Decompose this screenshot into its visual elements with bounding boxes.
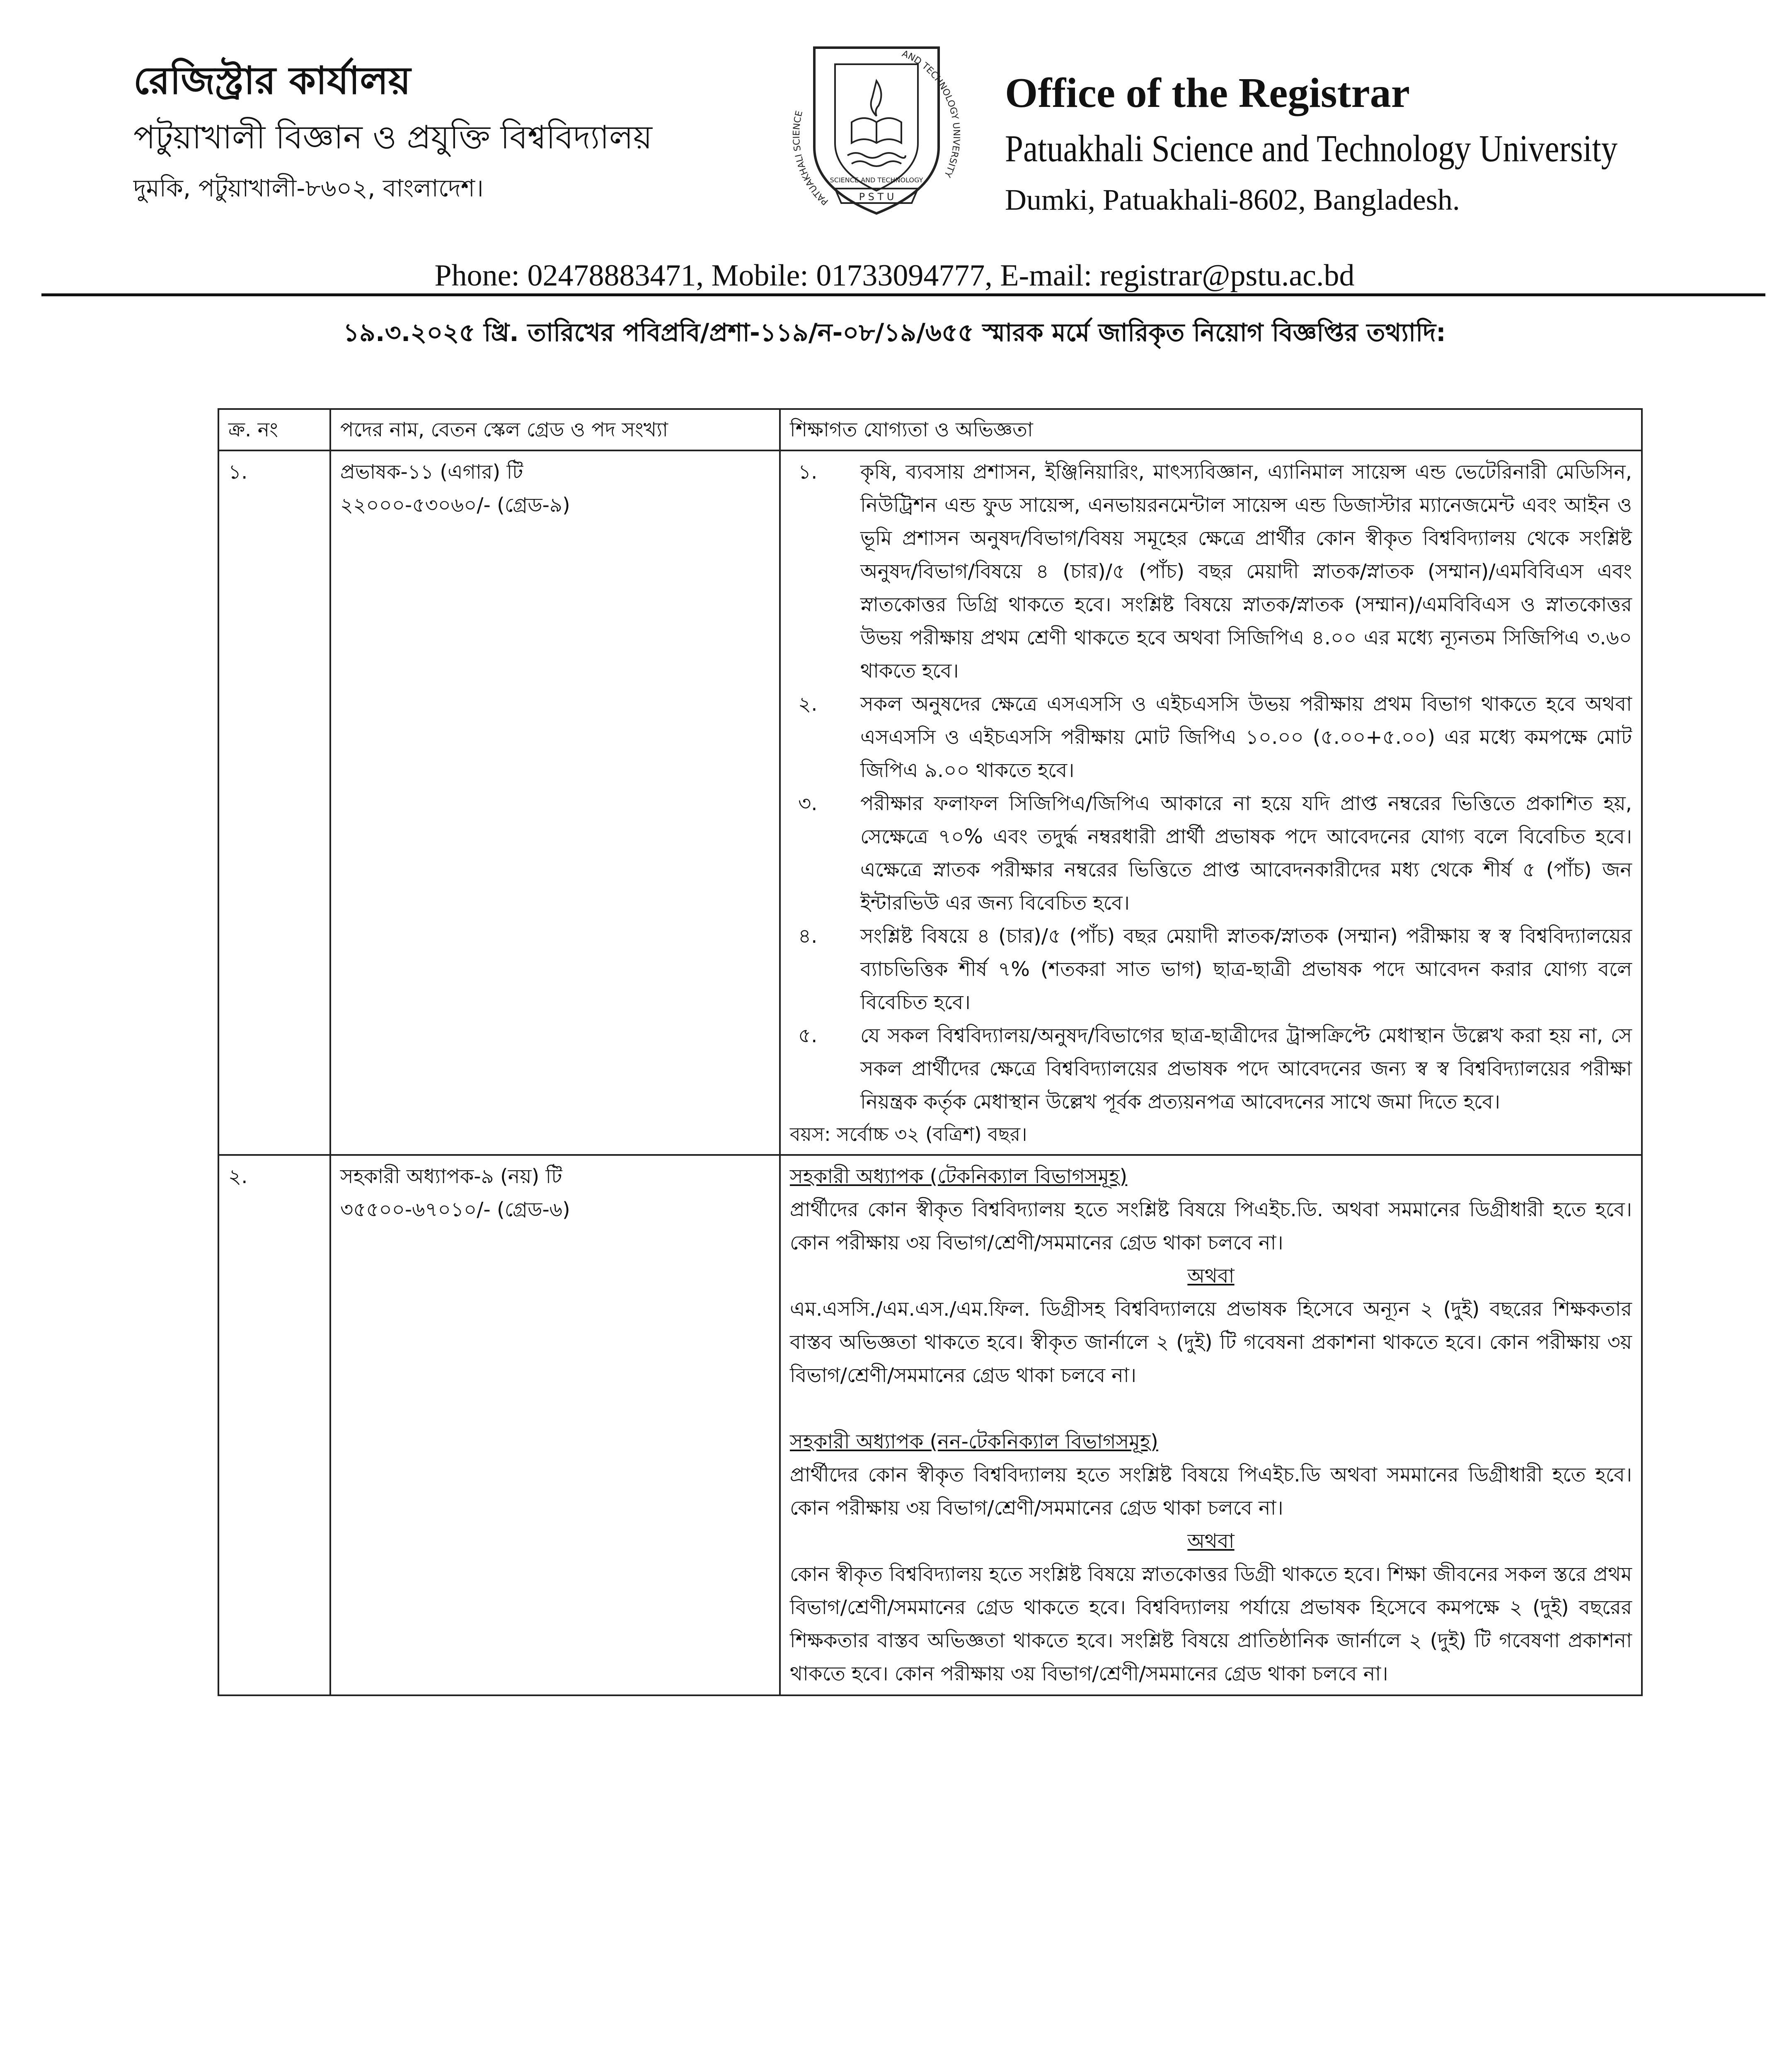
header-post: পদের নাম, বেতন স্কেল গ্রেড ও পদ সংখ্যা [330, 409, 780, 450]
list-item-number: ৫. [798, 1024, 818, 1047]
nontechnical-or-label: অথবা [1187, 1530, 1235, 1553]
list-item-number: ৩. [798, 792, 818, 815]
english-university-name: Patuakhali Science and Technology University [1005, 127, 1618, 169]
nontechnical-heading: সহকারী অধ্যাপক (নন-টেকনিক্যাল বিভাগসমূহ) [790, 1430, 1158, 1453]
list-item-number: ২. [798, 692, 818, 716]
seal-right-arc-text: AND TECHNOLOGY UNIVERSITY [900, 48, 962, 179]
list-item [790, 455, 1632, 687]
list-item-text: পরীক্ষার ফলাফল সিজিপিএ/জিপিএ আকারে না হয়ে যদি প্রাপ্ত নম্বরের ভিত্তিতে প্রকাশিত হয়, সেক্ষেত্রে ৭০% এবং তদুর্দ্ধ নম্বরধারী প্রার্থী প্রভাষক পদে আবেদনের যোগ্য বলে বিবেচিত হবে। এক্ষেত্রে স্নাতক পরীক্ষার নম্বরের ভিত্তিতে প্রাপ্ত আবেদনকারীদের মধ্য থেকে শীর্ষ ৫ (পাঁচ) জন ইন্টারভিউ এর জন্য বিবেচিত হবে। [860, 792, 1632, 915]
row1-pay-scale: ২২০০০-৫৩০৬০/- (গ্রেড-৯) [340, 494, 570, 517]
bangla-office-title: রেজিস্ট্রার কার্যালয় [133, 58, 411, 103]
table-row-lecturer [218, 450, 1642, 1155]
row1-qualification-cell [780, 450, 1642, 1155]
letterhead-english [1005, 66, 1709, 223]
list-item [790, 920, 1632, 1019]
list-item-text: কৃষি, ব্যবসায় প্রশাসন, ইঞ্জিনিয়ারিং, মাৎস্যবিজ্ঞান, এ্যানিমাল সায়েন্স এন্ড ভেটেরিনারী মেডিসিন, নিউট্রিশন এন্ড ফুড সায়েন্স, এনভায়রনমেন্টাল সায়েন্স এন্ড ডিজাস্টার ম্যানেজমেন্ট এবং আইন ও ভূমি প্রশাসন অনুষদ/বিভাগ/বিষয় সমূহের ক্ষেত্রে প্রার্থীর কোন স্বীকৃত বিশ্ববিদ্যালয় থেকে সংশ্লিষ্ট অনুষদ/বিভাগ/বিষয়ে ৪ (চার)/৫ (পাঁচ) বছর মেয়াদী স্নাতক/স্নাতক (সম্মান)/এমবিবিএস এবং স্নাতকোত্তর ডিগ্রি থাকতে হবে। সংশ্লিষ্ট বিষয়ে স্নাতক/স্নাতক (সম্মান)/এমবিবিএস ও স্নাতকোত্তর উভয় পরীক্ষায় প্রথম শ্রেণী থাকতে হবে অথবা সিজিপিএ ৪.০০ এর মধ্যে ন্যূনতম সিজিপিএ ৩.৬০ থাকতে হবে। [860, 460, 1632, 683]
row1-post-cell [330, 450, 780, 1155]
list-item-number: ১. [798, 460, 818, 484]
contact-line: Phone: 02478883471, Mobile: 01733094777, E-mail: registrar@pstu.ac.bd [434, 259, 1355, 293]
notice-subject: ১৯.৩.২০২৫ খ্রি. তারিখের পবিপ্রবি/প্রশা-১১৯/ন-০৮/১৯/৬৫৫ স্মারক মর্মে জারিকৃত নিয়োগ বিজ্ঞপ্তির তথ্যাদি: [343, 318, 1446, 347]
row1-qualification-list [790, 455, 1632, 1118]
header-serial: ক্র. নং [218, 409, 330, 450]
row1-post-name: প্রভাষক-১১ (এগার) টি [340, 460, 523, 484]
row2-pay-scale: ৩৫৫০০-৬৭০১০/- (গ্রেড-৬) [340, 1198, 570, 1221]
bangla-university-name: পটুয়াখালী বিজ্ঞান ও প্রযুক্তি বিশ্ববিদ্যালয় [133, 119, 652, 156]
technical-or-label: অথবা [1187, 1264, 1235, 1288]
technical-paragraph-2: এম.এসসি./এম.এস./এম.ফিল. ডিগ্রীসহ বিশ্ববিদ্যালয়ে প্রভাষক হিসেবে অন্যূন ২ (দুই) বছরের শিক্ষকতার বাস্তব অভিজ্ঞতা থাকতে হবে। স্বীকৃত জার্নালে ২ (দুই) টি গবেষনা প্রকাশনা থাকতে হবে। কোন পরীক্ষায় ৩য় বিভাগ/শ্রেণী/সমমানের গ্রেড থাকা চলবে না। [790, 1297, 1632, 1387]
row1-serial: ১. [218, 450, 330, 1155]
list-item-text: যে সকল বিশ্ববিদ্যালয়/অনুষদ/বিভাগের ছাত্র-ছাত্রীদের ট্রান্সক্রিপ্টে মেধাস্থান উল্লেখ করা হয় না, সে সকল প্রার্থীদের ক্ষেত্রে বিশ্ববিদ্যালয়ের প্রভাষক পদে আবেদনের জন্য স্ব স্ব বিশ্ববিদ্যালয়ের পরীক্ষা নিয়ন্ত্রক কর্তৃক মেধাস্থান উল্লেখ পূর্বক প্রত্যয়নপত্র আবেদনের সাথে জমা দিতে হবে। [860, 1024, 1632, 1113]
row2-serial: ২. [218, 1155, 330, 1695]
row2-post-cell [330, 1155, 780, 1695]
list-item [790, 1019, 1632, 1118]
list-item-number: ৪. [798, 925, 818, 948]
list-item-text: সংশ্লিষ্ট বিষয়ে ৪ (চার)/৫ (পাঁচ) বছর মেয়াদী স্নাতক/স্নাতক (সম্মান) পরীক্ষায় স্ব স্ব বিশ্ববিদ্যালয়ের ব্যাচভিত্তিক শীর্ষ ৭% (শতকরা সাত ভাগ) ছাত্র-ছাত্রী প্রভাষক পদে আবেদন করার যোগ্য বলে বিবেচিত হবে। [860, 925, 1632, 1014]
seal-left-arc-text: PATUAKHALI SCIENCE [791, 109, 831, 207]
english-address: Dumki, Patuakhali-8602, Bangladesh. [1005, 183, 1460, 216]
seal-bottom-text: SCIENCE AND TECHNOLOGY [830, 176, 923, 184]
university-seal-logo [789, 39, 963, 222]
nontechnical-paragraph-2: কোন স্বীকৃত বিশ্ববিদ্যালয় হতে সংশ্লিষ্ট বিষয়ে স্নাতকোত্তর ডিগ্রী থাকতে হবে। শিক্ষা জীবনের সকল স্তরে প্রথম বিভাগ/শ্রেণী/সমমানের গ্রেড থাকতে হবে। বিশ্ববিদ্যালয় পর্যায়ে প্রভাষক হিসেবে কমপক্ষে ২ (দুই) বছরের শিক্ষকতার বাস্তব অভিজ্ঞতা থাকতে হবে। সংশ্লিষ্ট বিষয়ে প্রাতিষ্ঠানিক জার্নালে ২ (দুই) টি গবেষণা প্রকাশনা থাকতে হবে। কোন পরীক্ষায় ৩য় বিভাগ/শ্রেণী/সমমানের গ্রেড থাকা চলবে না। [790, 1563, 1632, 1685]
nontechnical-paragraph-1: প্রার্থীদের কোন স্বীকৃত বিশ্ববিদ্যালয় হতে সংশ্লিষ্ট বিষয়ে পিএইচ.ডি অথবা সমমানের ডিগ্রীধারী হতে হবে। কোন পরীক্ষায় ৩য় বিভাগ/শ্রেণী/সমমানের গ্রেড থাকা চলবে না। [790, 1463, 1632, 1520]
header-qualification: শিক্ষাগত যোগ্যতা ও অভিজ্ঞতা [780, 409, 1642, 450]
row1-age-limit: বয়স: সর্বোচ্চ ৩২ (বত্রিশ) বছর। [790, 1123, 1027, 1145]
english-office-title: Office of the Registrar [1005, 70, 1410, 116]
list-item [790, 787, 1632, 920]
table-header-row [218, 409, 1642, 450]
header-divider [41, 293, 1765, 296]
letterhead-bangla [133, 54, 755, 209]
bangla-address: দুমকি, পটুয়াখালী-৮৬০২, বাংলাদেশ। [133, 174, 484, 202]
seal-banner-text: P S T U [859, 191, 894, 203]
table-row-assistant-professor [218, 1155, 1642, 1695]
technical-heading: সহকারী অধ্যাপক (টেকনিক্যাল বিভাগসমূহ) [790, 1165, 1128, 1188]
list-item-text: সকল অনুষদের ক্ষেত্রে এসএসসি ও এইচএসসি উভয় পরীক্ষায় প্রথম বিভাগ থাকতে হবে অথবা এসএসসি ও এইচএসসি পরীক্ষায় মোট জিপিএ ১০.০০ (৫.০০+৫.০০) এর মধ্যে কমপক্ষে মোট জিপিএ ৯.০০ থাকতে হবে। [860, 692, 1632, 782]
posts-table [218, 408, 1643, 1696]
technical-paragraph-1: প্রার্থীদের কোন স্বীকৃত বিশ্ববিদ্যালয় হতে সংশ্লিষ্ট বিষয়ে পিএইচ.ডি. অথবা সমমানের ডিগ্রীধারী হতে হবে। কোন পরীক্ষায় ৩য় বিভাগ/শ্রেণী/সমমানের গ্রেড থাকা চলবে না। [790, 1198, 1632, 1254]
list-item [790, 687, 1632, 787]
row2-post-name: সহকারী অধ্যাপক-৯ (নয়) টি [340, 1165, 562, 1188]
row2-qualification-cell [780, 1155, 1642, 1695]
